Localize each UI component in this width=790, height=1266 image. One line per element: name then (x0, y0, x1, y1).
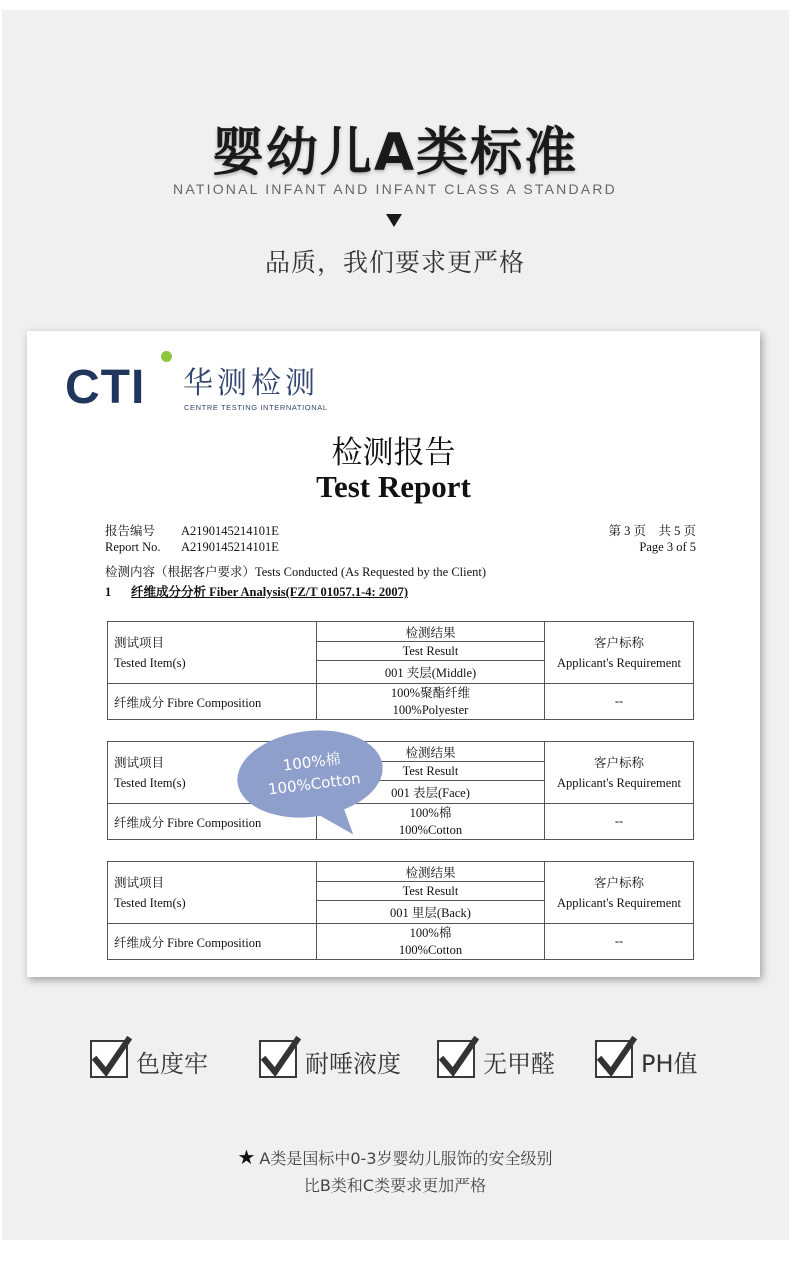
row-label: 纤维成分 Fibre Composition (108, 804, 317, 840)
result-value (317, 684, 545, 720)
row-label: 纤维成分 Fibre Composition (108, 684, 317, 720)
requirement-value: -- (545, 684, 694, 720)
sample-name: 001 表层(Face) (317, 781, 545, 804)
test-result-cn: 检测结果 (317, 622, 545, 642)
tested-item-header (108, 622, 317, 684)
result-value-cn: 100%棉 (409, 805, 452, 820)
result-value-en: 100%Cotton (398, 822, 463, 837)
page-cn: 第 3 页 共 5 页 (608, 524, 696, 538)
requirement-en: Applicant's Requirement (556, 655, 682, 670)
page-indicator (608, 523, 696, 555)
report-no-values (181, 523, 279, 555)
bubble-line-2: 100%Cotton (267, 769, 362, 799)
requirement-value: -- (545, 924, 694, 960)
page-subtitle: NATIONAL INFANT AND INFANT CLASS A STANDARD (173, 181, 617, 197)
requirement-cn: 客户标称 (593, 635, 644, 650)
feature-label: 耐唾液度 (305, 1050, 401, 1078)
feature-label: PH值 (641, 1050, 698, 1078)
tested-item-en: Tested Item(s) (114, 655, 186, 670)
report-no-label-cn: 报告编号 (105, 524, 156, 538)
star-icon: ★ (237, 1145, 256, 1169)
logo-dot-icon (161, 351, 172, 362)
requirement-header (545, 862, 694, 924)
requirement-cn: 客户标称 (593, 875, 644, 890)
logo-cn-name: 华测检测 (183, 366, 319, 401)
footnote-line-2: 比B类和C类要求更加严格 (303, 1176, 487, 1195)
report-no-value-2: A2190145214101E (181, 540, 279, 554)
sample-name: 001 夹层(Middle) (317, 661, 545, 684)
cti-logo (65, 351, 345, 414)
checkbox-checked-icon (90, 1040, 128, 1078)
test-result-en: Test Result (317, 642, 545, 661)
row-label: 纤维成分 Fibre Composition (108, 924, 317, 960)
result-value (317, 924, 545, 960)
tested-item-en: Tested Item(s) (114, 775, 186, 790)
result-value-cn: 100%聚酯纤维 (390, 685, 471, 700)
section-number: 1 (105, 585, 112, 599)
report-no-value: A2190145214101E (181, 524, 279, 538)
test-result-en: Test Result (317, 762, 545, 781)
result-table-face (107, 741, 694, 840)
report-no-labels (105, 523, 161, 555)
page-title: 婴幼儿A类标准 (211, 123, 579, 183)
feature-ph-value (595, 1040, 705, 1082)
requirement-header (545, 622, 694, 684)
down-triangle-icon (386, 214, 402, 227)
tests-conducted: 检测内容（根据客户要求）Tests Conducted (As Requested by the Client) (105, 565, 487, 579)
result-value-cn: 100%棉 (409, 925, 452, 940)
result-value-en: 100%Cotton (398, 942, 463, 957)
feature-color-fastness (90, 1040, 220, 1082)
footnote-text-1: A类是国标中0-3岁婴幼儿服饰的安全级别 (259, 1149, 553, 1168)
tested-item-en: Tested Item(s) (114, 895, 186, 910)
tested-item-cn: 测试项目 (114, 755, 165, 770)
report-title-cn: 检测报告 (331, 435, 456, 471)
test-result-cn: 检测结果 (317, 862, 545, 882)
test-result-cn: 检测结果 (317, 742, 545, 762)
feature-saliva-resistance (259, 1040, 419, 1082)
tested-item-cn: 测试项目 (114, 635, 165, 650)
result-table-back (107, 861, 694, 960)
checkbox-checked-icon (437, 1040, 475, 1078)
result-table-middle (107, 621, 694, 720)
logo-mark: CTI (65, 361, 146, 414)
report-no-label-en: Report No. (105, 540, 161, 554)
requirement-en: Applicant's Requirement (556, 775, 682, 790)
requirement-cn: 客户标称 (593, 755, 644, 770)
feature-label: 色度牢 (136, 1050, 208, 1078)
logo-en-name: CENTRE TESTING INTERNATIONAL (184, 403, 328, 412)
footnote-line-1 (0, 1145, 790, 1169)
test-result-en: Test Result (317, 882, 545, 901)
page-en: Page 3 of 5 (639, 540, 696, 554)
result-value-en: 100%Polyester (392, 702, 469, 717)
checkbox-checked-icon (595, 1040, 633, 1078)
sample-name: 001 里层(Back) (317, 901, 545, 924)
bubble-line-1: 100%棉 (281, 749, 342, 775)
section-title: 纤维成分分析 Fiber Analysis(FZ/T 01057.1-4: 2007) (131, 585, 408, 599)
requirement-header (545, 742, 694, 804)
checkbox-checked-icon (259, 1040, 297, 1078)
requirement-value: -- (545, 804, 694, 840)
tested-item-header (108, 862, 317, 924)
tested-item-cn: 测试项目 (114, 875, 165, 890)
test-report-document (27, 331, 760, 977)
feature-formaldehyde-free (437, 1040, 567, 1082)
report-title-en: Test Report (316, 469, 471, 504)
tagline: 品质，我们要求更严格 (264, 248, 525, 277)
requirement-en: Applicant's Requirement (556, 895, 682, 910)
feature-label: 无甲醛 (483, 1050, 555, 1078)
